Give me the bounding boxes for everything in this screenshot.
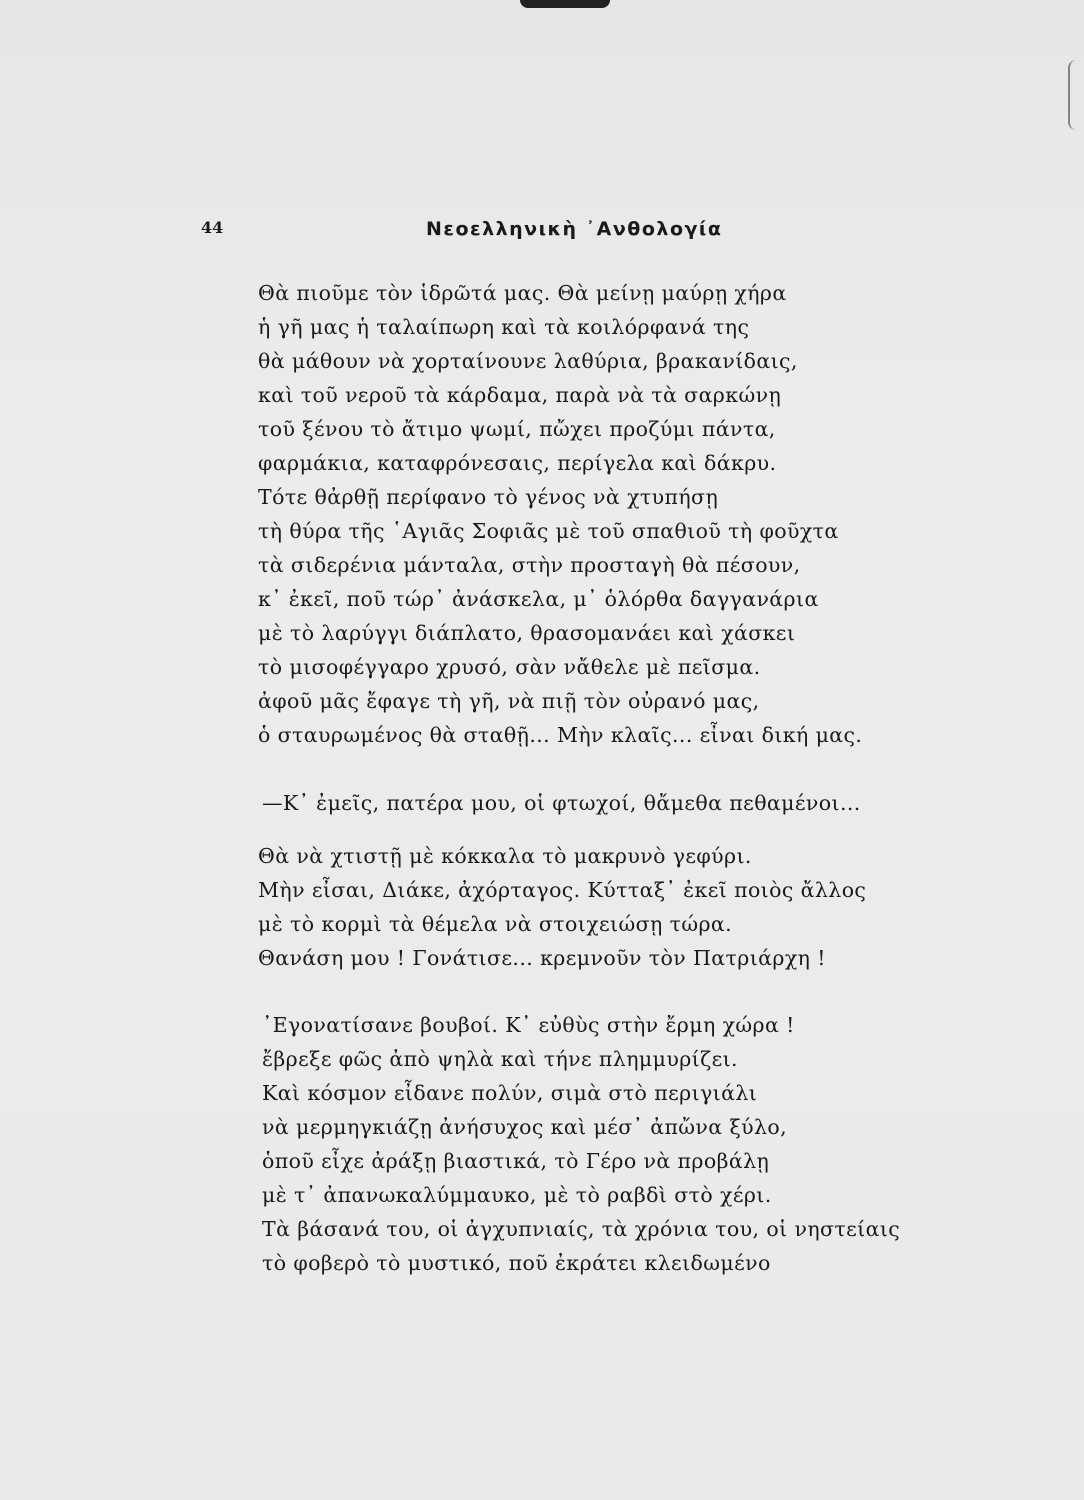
verse-line: Θὰ νὰ χτιστῇ μὲ κόκκαλα τὸ μακρυνὸ γεφύρι. [258,844,752,868]
verse-line: μὲ τὸ κορμὶ τὰ θέμελα νὰ στοιχειώσῃ τώρα. [258,912,733,936]
verse-line: κ᾿ ἐκεῖ, ποῦ τώρ᾿ ἀνάσκελα, μ᾿ ὁλόρθα δαγγανάρια [258,587,819,611]
verse-line: φαρμάκια, καταφρόνεσαις, περίγελα καὶ δάκρυ. [258,451,777,475]
verse-line: Τὰ βάσανά του, οἱ ἀγχυπνιαίς, τὰ χρόνια του, οἱ νηστείαις [262,1217,901,1241]
verse-line: Θανάση μου ! Γονάτισε... κρεμνοῦν τὸν Πατριάρχη ! [258,946,826,970]
stanza-1 [258,276,862,752]
verse-line: καὶ τοῦ νεροῦ τὰ κάρδαμα, παρὰ νὰ τὰ σαρκώνῃ [258,383,782,407]
page-number: 44 [201,218,224,237]
verse-line: τὴ θύρα τῆς ῾Αγιᾶς Σοφιᾶς μὲ τοῦ σπαθιοῦ τὴ φοῦχτα [258,519,839,543]
verse-line: Τότε θἀρθῇ περίφανο τὸ γένος νὰ χτυπήσῃ [258,485,719,509]
verse-line: θὰ μάθουν νὰ χορταίνουνε λαθύρια, βρακανίδαις, [258,349,798,373]
verse-line: Μὴν εἶσαι, Διάκε, ἀχόρταγος. Κύτταξ᾿ ἐκεῖ ποιὸς ἄλλος [258,878,867,902]
verse-line: ἀφοῦ μᾶς ἔφαγε τὴ γῆ, νὰ πιῇ τὸν οὐρανό μας, [258,689,760,713]
verse-line: τὸ φοβερὸ τὸ μυστικό, ποῦ ἐκράτει κλειδωμένο [262,1251,771,1275]
running-title: Νεοελληνικὴ ᾿Ανθολογία [426,218,723,240]
verse-line: ἡ γῆ μας ἡ ταλαίπωρη καὶ τὰ κοιλόρφανά της [258,315,750,339]
scan-artifact-top [520,0,610,8]
verse-line: μὲ τ᾿ ἀπανωκαλύμμαυκο, μὲ τὸ ραβδὶ στὸ χέρι. [262,1183,772,1207]
verse-line: —Κ᾿ ἐμεῖς, πατέρα μου, οἱ φτωχοί, θἄμεθα πεθαμένοι... [262,791,861,815]
verse-line: ᾿Εγονατίσανε βουβοί. Κ᾿ εὐθὺς στὴν ἔρμη χώρα ! [262,1013,795,1037]
verse-line: τὰ σιδερένια μάνταλα, στὴν προσταγὴ θὰ πέσουν, [258,553,801,577]
verse-line: νὰ μερμηγκιάζῃ ἀνήσυχος καὶ μέσ᾿ ἀπὤνα ξύλο, [262,1115,788,1139]
verse-line: ὁποῦ εἶχε ἀράξῃ βιαστικά, τὸ Γέρο νὰ προβάλῃ [262,1149,770,1173]
stanza-3 [258,839,866,975]
verse-line: μὲ τὸ λαρύγγι διάπλατο, θρασομανάει καὶ χάσκει [258,621,796,645]
verse-line: τοῦ ξένου τὸ ἄτιμο ψωμί, πὤχει προζύμι πάντα, [258,417,776,441]
verse-line: Καὶ κόσμον εἶδανε πολύν, σιμὰ στὸ περιγιάλι [262,1081,758,1105]
stanza-4 [262,1008,900,1280]
verse-line: ὁ σταυρωμένος θὰ σταθῇ... Μὴν κλαῖς... εἶναι δική μας. [258,723,863,747]
scan-artifact-edge [1068,60,1084,130]
stanza-2 [262,786,861,820]
verse-line: ἔβρεξε φῶς ἀπὸ ψηλὰ καὶ τήνε πλημμυρίζει. [262,1047,738,1071]
verse-line: τὸ μισοφέγγαρο χρυσό, σὰν νἄθελε μὲ πεῖσμα. [258,655,761,679]
verse-line: Θὰ πιοῦμε τὸν ἱδρῶτά μας. Θὰ μείνῃ μαύρῃ χήρα [258,281,787,305]
